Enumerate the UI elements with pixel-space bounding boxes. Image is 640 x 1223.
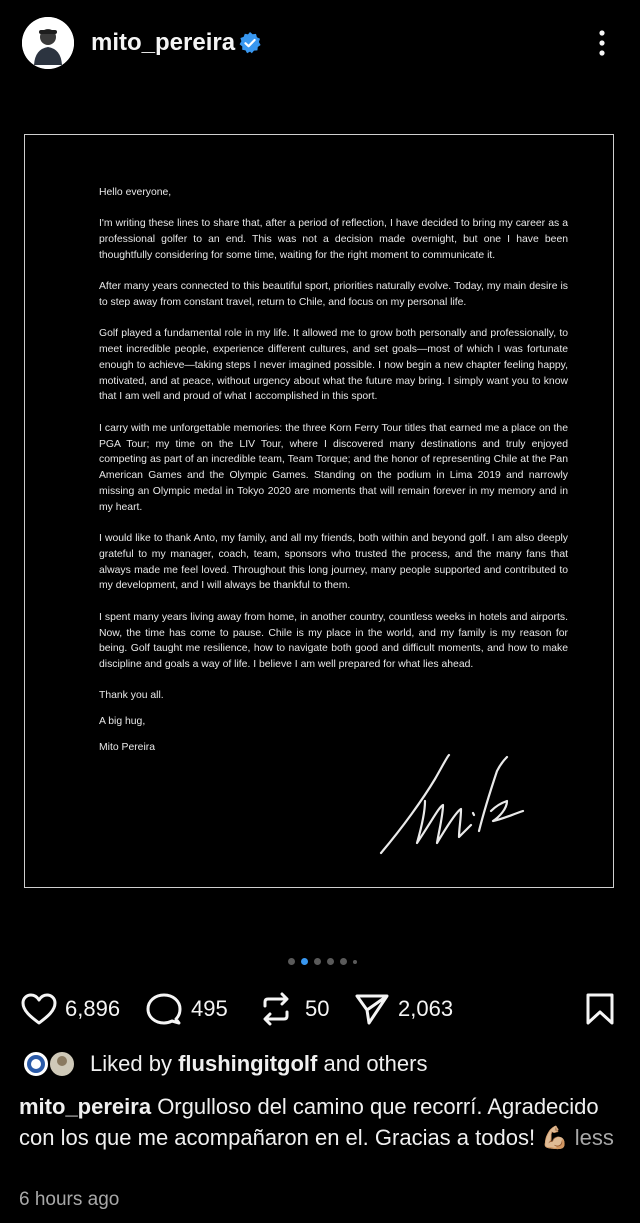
carousel-dot — [340, 958, 347, 965]
carousel-dot — [353, 960, 357, 964]
liked-by-suffix: and others — [323, 1051, 428, 1076]
caption-username[interactable]: mito_pereira — [19, 1094, 152, 1119]
comment-icon[interactable] — [146, 992, 182, 1026]
share-count[interactable]: 2,063 — [398, 996, 454, 1021]
more-vertical-icon[interactable] — [596, 28, 608, 58]
letter-body — [99, 185, 568, 766]
liked-by-row[interactable] — [20, 1047, 640, 1081]
bookmark-icon[interactable] — [584, 992, 616, 1026]
liked-by-avatars — [20, 1049, 80, 1079]
letter-paragraph: I carry with me unforgettable memories: the three Korn Ferry Tour titles that earned me a place on the PGA Tour; my time on the LIV Tour, where I discovered many destinations and truly enjoyed competing as part of an incredible team, Team Torque; and the honor of representing Chile at the Pan American Games and the Olympic Games. Standing on the podium in Lima 2019 and narrowly missing an Olympic medal in Tokyo 2020 are moments that will remain forever in my memory and in my heart. — [99, 422, 568, 513]
less-button[interactable]: less — [574, 1125, 614, 1150]
carousel-dot — [288, 958, 295, 965]
like-count[interactable]: 6,896 — [65, 996, 121, 1021]
avatar-photo-icon — [22, 17, 74, 69]
letter-paragraph: I spent many years living away from home, in another country, countless weeks in hotels and airports. Now, the time has come to pause. Chile is my place in the world, and my family is my reason for being. Golf taught me resilience, how to navigate both good and difficult moments, and how to make discipline and goals a way of life. I believe I am well prepared for what lies ahead. — [99, 611, 568, 671]
letter-frame — [24, 134, 614, 888]
letter-signoff-name: Mito Pereira — [99, 742, 156, 754]
username[interactable]: mito_pereira — [91, 29, 236, 56]
letter-paragraph: After many years connected to this beautiful sport, priorities naturally evolve. Today, my main desire is to step away from constant travel, return to Chile, and focus on my personal life. — [99, 281, 568, 308]
letter-paragraph: I'm writing these lines to share that, after a period of reflection, I have decided to bring my career as a professional golfer to an end. This was not a decision made overnight, but one I have been thoughtfully considering for some time, waiting for the right moment to communicate it. — [99, 218, 568, 261]
send-icon[interactable] — [354, 992, 390, 1026]
heart-icon[interactable] — [20, 992, 58, 1026]
flexed-biceps-icon: 💪🏼 — [541, 1125, 569, 1150]
action-bar — [0, 984, 640, 1032]
letter-paragraph: I would like to thank Anto, my family, and all my friends, both within and beyond golf. I am also deeply grateful to my manager, coach, team, sponsors who trusted the process, and the many fans that always made me feel loved. Throughout this long journey, many people supported and contributed to my development, and I will always be thankful to them. — [99, 533, 568, 592]
liked-by-text — [90, 1051, 427, 1077]
letter-closing: Thank you all. — [99, 690, 164, 702]
post-header — [0, 0, 640, 86]
carousel-dot — [314, 958, 321, 965]
letter-closing: A big hug, — [99, 716, 146, 728]
carousel-dot — [327, 958, 334, 965]
repost-count[interactable]: 50 — [305, 996, 330, 1021]
letter-paragraph: Hello everyone, — [99, 187, 172, 198]
carousel-indicator — [288, 958, 368, 968]
liked-by-username[interactable]: flushingitgolf — [178, 1051, 318, 1076]
comment-count[interactable]: 495 — [191, 996, 228, 1021]
caption — [19, 1091, 619, 1153]
caption-text: Orgulloso del camino que recorrí. Agradecido con los que me acompañaron en el. Gracias a todos! — [19, 1094, 599, 1150]
liked-by-prefix: Liked by — [90, 1051, 172, 1076]
profile-avatar[interactable] — [22, 17, 74, 69]
verified-badge-icon — [238, 31, 262, 55]
post-timestamp: 6 hours ago — [19, 1189, 120, 1210]
handwritten-signature — [373, 749, 543, 859]
carousel-dot — [301, 958, 308, 965]
letter-paragraph: Golf played a fundamental role in my life. It allowed me to grow both personally and professionally, to meet incredible people, experience different cultures, and set goals—most of which I was fortunate enough to achieve—taking steps I never imagined possible. I now begin a new chapter feeling happy, motivated, and at peace, without urgency about what the future may bring. I simply want you to know that I am well and proud of what I accomplished in this sport. — [99, 328, 568, 403]
post-image[interactable] — [0, 104, 640, 944]
repost-icon[interactable] — [258, 992, 294, 1026]
